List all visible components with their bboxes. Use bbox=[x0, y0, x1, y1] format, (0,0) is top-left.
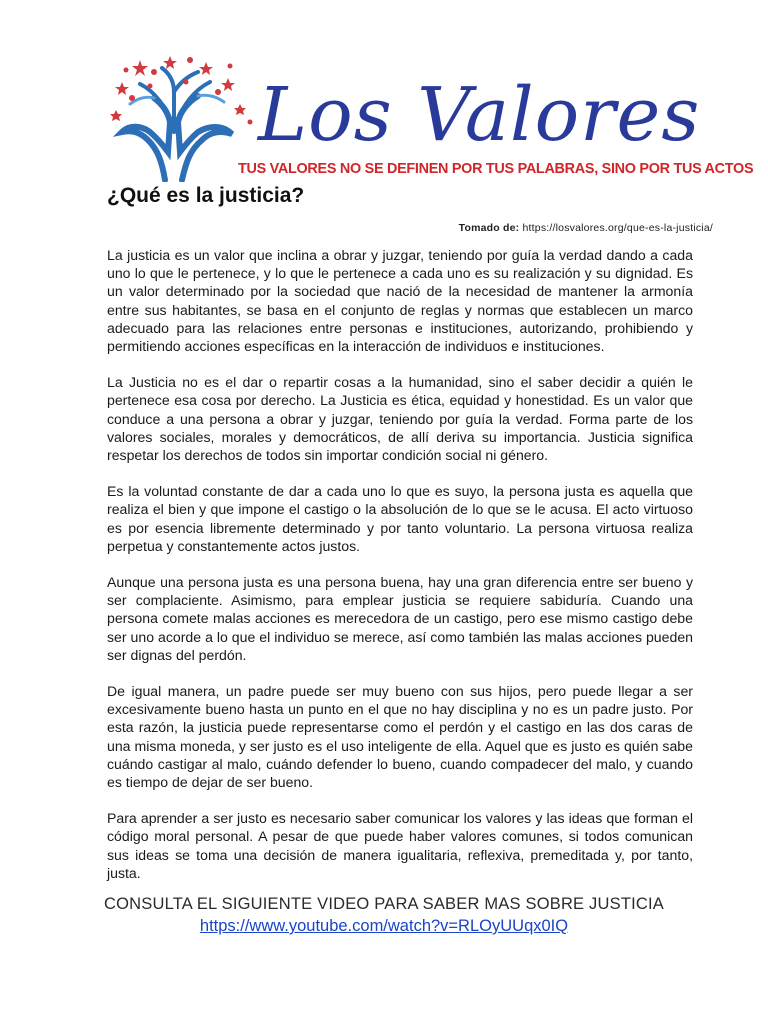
paragraph-6: Para aprender a ser justo es necesario saber comunicar los valores y las ideas que forman el código moral personal. A pesar de que puede haber valores comunes, si todos comunican sus ideas se toma una decisión de manera igualitaria, reflexiva, premeditada y, por tanto, justa. bbox=[107, 810, 693, 881]
brand-name: Los Valores bbox=[258, 72, 701, 158]
article-body bbox=[107, 246, 693, 900]
source-reference bbox=[459, 222, 713, 234]
paragraph-3: Es la voluntad constante de dar a cada uno lo que es suyo, la persona justa es aquella que realiza el bien y que impone el castigo o la absolución de lo que se le acusa. El acto virtuoso es por esencia libremente determinado y por tanto voluntario. La persona virtuosa realiza perpetua y constantemente actos justos. bbox=[107, 483, 693, 554]
source-label: Tomado de: bbox=[458, 222, 520, 234]
paragraph-1: La justicia es un valor que inclina a obrar y juzgar, teniendo por guía la verdad dando a cada uno lo que le pertenece, y lo que le pertenece a cada uno es su realización y su dignidad. Es un valor determinado por la sociedad que nació de la necesidad de mantener la armonía entre sus habitantes, se basa en el conjunto de reglas y normas que establecen un marco adecuado para las relaciones entre personas e instituciones, autorizando, prohibiendo y permitiendo acciones específicas en la interacción de individuos e instituciones. bbox=[107, 247, 693, 355]
video-cta: CONSULTA EL SIGUIENTE VIDEO PARA SABER MAS SOBRE JUSTICIA bbox=[103, 895, 664, 913]
paragraph-2: La Justicia no es el dar o repartir cosas a la humanidad, sino el saber decidir a quién le pertenece esa cosa por derecho. La Justicia es ética, equidad y honestidad. Es un valor que conduce a una persona a obrar y juzgar, teniendo por guía la verdad. Forma parte de los valores sociales, morales y democráticos, de allí deriva su importancia. Justicia significa respetar los derechos de todos sin importar condición social ni género. bbox=[107, 374, 693, 464]
source-url: https://losvalores.org/que-es-la-justicia/ bbox=[522, 222, 713, 234]
paragraph-5: De igual manera, un padre puede ser muy bueno con sus hijos, pero puede llegar a ser excesivamente bueno hasta un punto en el que no hay disciplina y no es un padre justo. Por esta razón, la justicia puede representarse como el perdón y el castigo en las dos caras de una misma moneda, y ser justo es el uso inteligente de ella. Aquel que es justo es quién sabe cuándo castigar al malo, cuándo defender lo bueno, cuando compadecer del malo, y cuando es tiempo de dejar de ser bueno. bbox=[107, 683, 693, 791]
paragraph-4: Aunque una persona justa es una persona buena, hay una gran diferencia entre ser bueno y ser complaciente. Asimismo, para emplear justicia se requiere sabiduría. Cuando una persona comete malas acciones es merecedora de un castigo, pero ese mismo castigo debe ser uno acorde a lo que el individuo se merece, así como también las malas acciones pueden ser dignas del perdón. bbox=[107, 574, 693, 663]
header-logo bbox=[110, 52, 754, 182]
article-title: ¿Qué es la justicia? bbox=[107, 184, 305, 207]
video-link[interactable]: https://www.youtube.com/watch?v=RLOyUUqx0IQ bbox=[199, 917, 569, 935]
brand-tagline: TUS VALORES NO SE DEFINEN POR TUS PALABRAS, SINO POR TUS ACTOS bbox=[238, 160, 754, 177]
